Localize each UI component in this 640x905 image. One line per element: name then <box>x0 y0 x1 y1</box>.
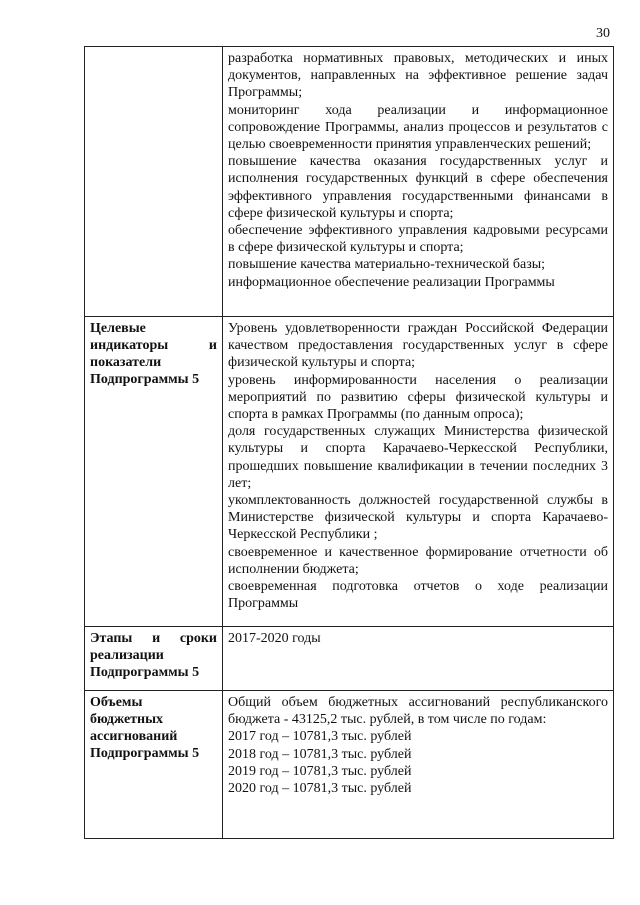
row-content-stages <box>223 627 614 691</box>
indicator-item: укомплектованность должностей государственной службы в Министерстве физической культуры и спорта Карачаево-Черкесской Республики ; <box>228 493 608 543</box>
row-content-tasks <box>223 47 614 317</box>
table-row-tasks <box>85 47 614 317</box>
budget-total: Общий объем бюджетных ассигнований республиканского бюджета - 43125,2 тыс. рублей, в том числе по годам: <box>228 695 608 728</box>
row-label-stages: Этапы и сроки реализации Подпрограммы 5 <box>85 627 223 691</box>
task-item: обеспечение эффективного управления кадровыми ресурсами в сфере физической культуры и спорта; <box>228 223 608 256</box>
row-content-budget <box>223 691 614 839</box>
task-item: повышение качества оказания государственных услуг и исполнения государственных функций в сфере обеспечения эффективного управления государственными финансами в сфере физической культуры и спорта; <box>228 154 608 221</box>
table-row-budget <box>85 691 614 839</box>
budget-year-line: 2018 год – 10781,3 тыс. рублей <box>228 746 412 762</box>
table-row-stages <box>85 627 614 691</box>
indicator-item: своевременное и качественное формирование отчетности об исполнении бюджета; <box>228 544 608 577</box>
table-row-indicators <box>85 317 614 627</box>
task-item: повышение качества материально-технической базы; <box>228 257 546 273</box>
budget-year-line: 2020 год – 10781,3 тыс. рублей <box>228 781 412 797</box>
indicator-item: своевременная подготовка отчетов о ходе реализации Программы <box>228 579 608 612</box>
row-content-indicators <box>223 317 614 627</box>
task-item: разработка нормативных правовых, методических и иных документов, направленных на эффективное решение задач Программы; <box>228 51 608 101</box>
indicator-item: уровень информированности населения о реализации мероприятий по развитию сферы физической культуры и спорта в рамках Программы (по данным опроса); <box>228 372 608 423</box>
budget-year-line: 2017 год – 10781,3 тыс. рублей <box>228 729 412 745</box>
task-item: информационное обеспечение реализации Программы <box>228 274 555 290</box>
indicator-item: Уровень удовлетворенности граждан Российской Федерации качеством предоставления государственных услуг в сфере физической культуры и спорта; <box>228 321 608 371</box>
budget-year-line: 2019 год – 10781,3 тыс. рублей <box>228 763 412 779</box>
passport-table <box>84 46 614 839</box>
row-label-budget: Объемы бюджетных ассигнований Подпрограммы 5 <box>85 691 223 839</box>
page-number: 30 <box>596 26 610 41</box>
indicator-item: доля государственных служащих Министерства физической культуры и спорта Карачаево-Черкесской Республики, прошедших повышение квалификации в течении последних 3 лет; <box>228 424 608 491</box>
row-label <box>85 47 223 317</box>
task-item: мониторинг хода реализации и информационное сопровождение Программы, анализ процессов и результатов с целью своевременности принятия управленческих решений; <box>228 102 608 153</box>
stages-value: 2017-2020 годы <box>228 631 321 646</box>
row-label-indicators: Целевые индикаторы и показатели Подпрограммы 5 <box>85 317 223 627</box>
